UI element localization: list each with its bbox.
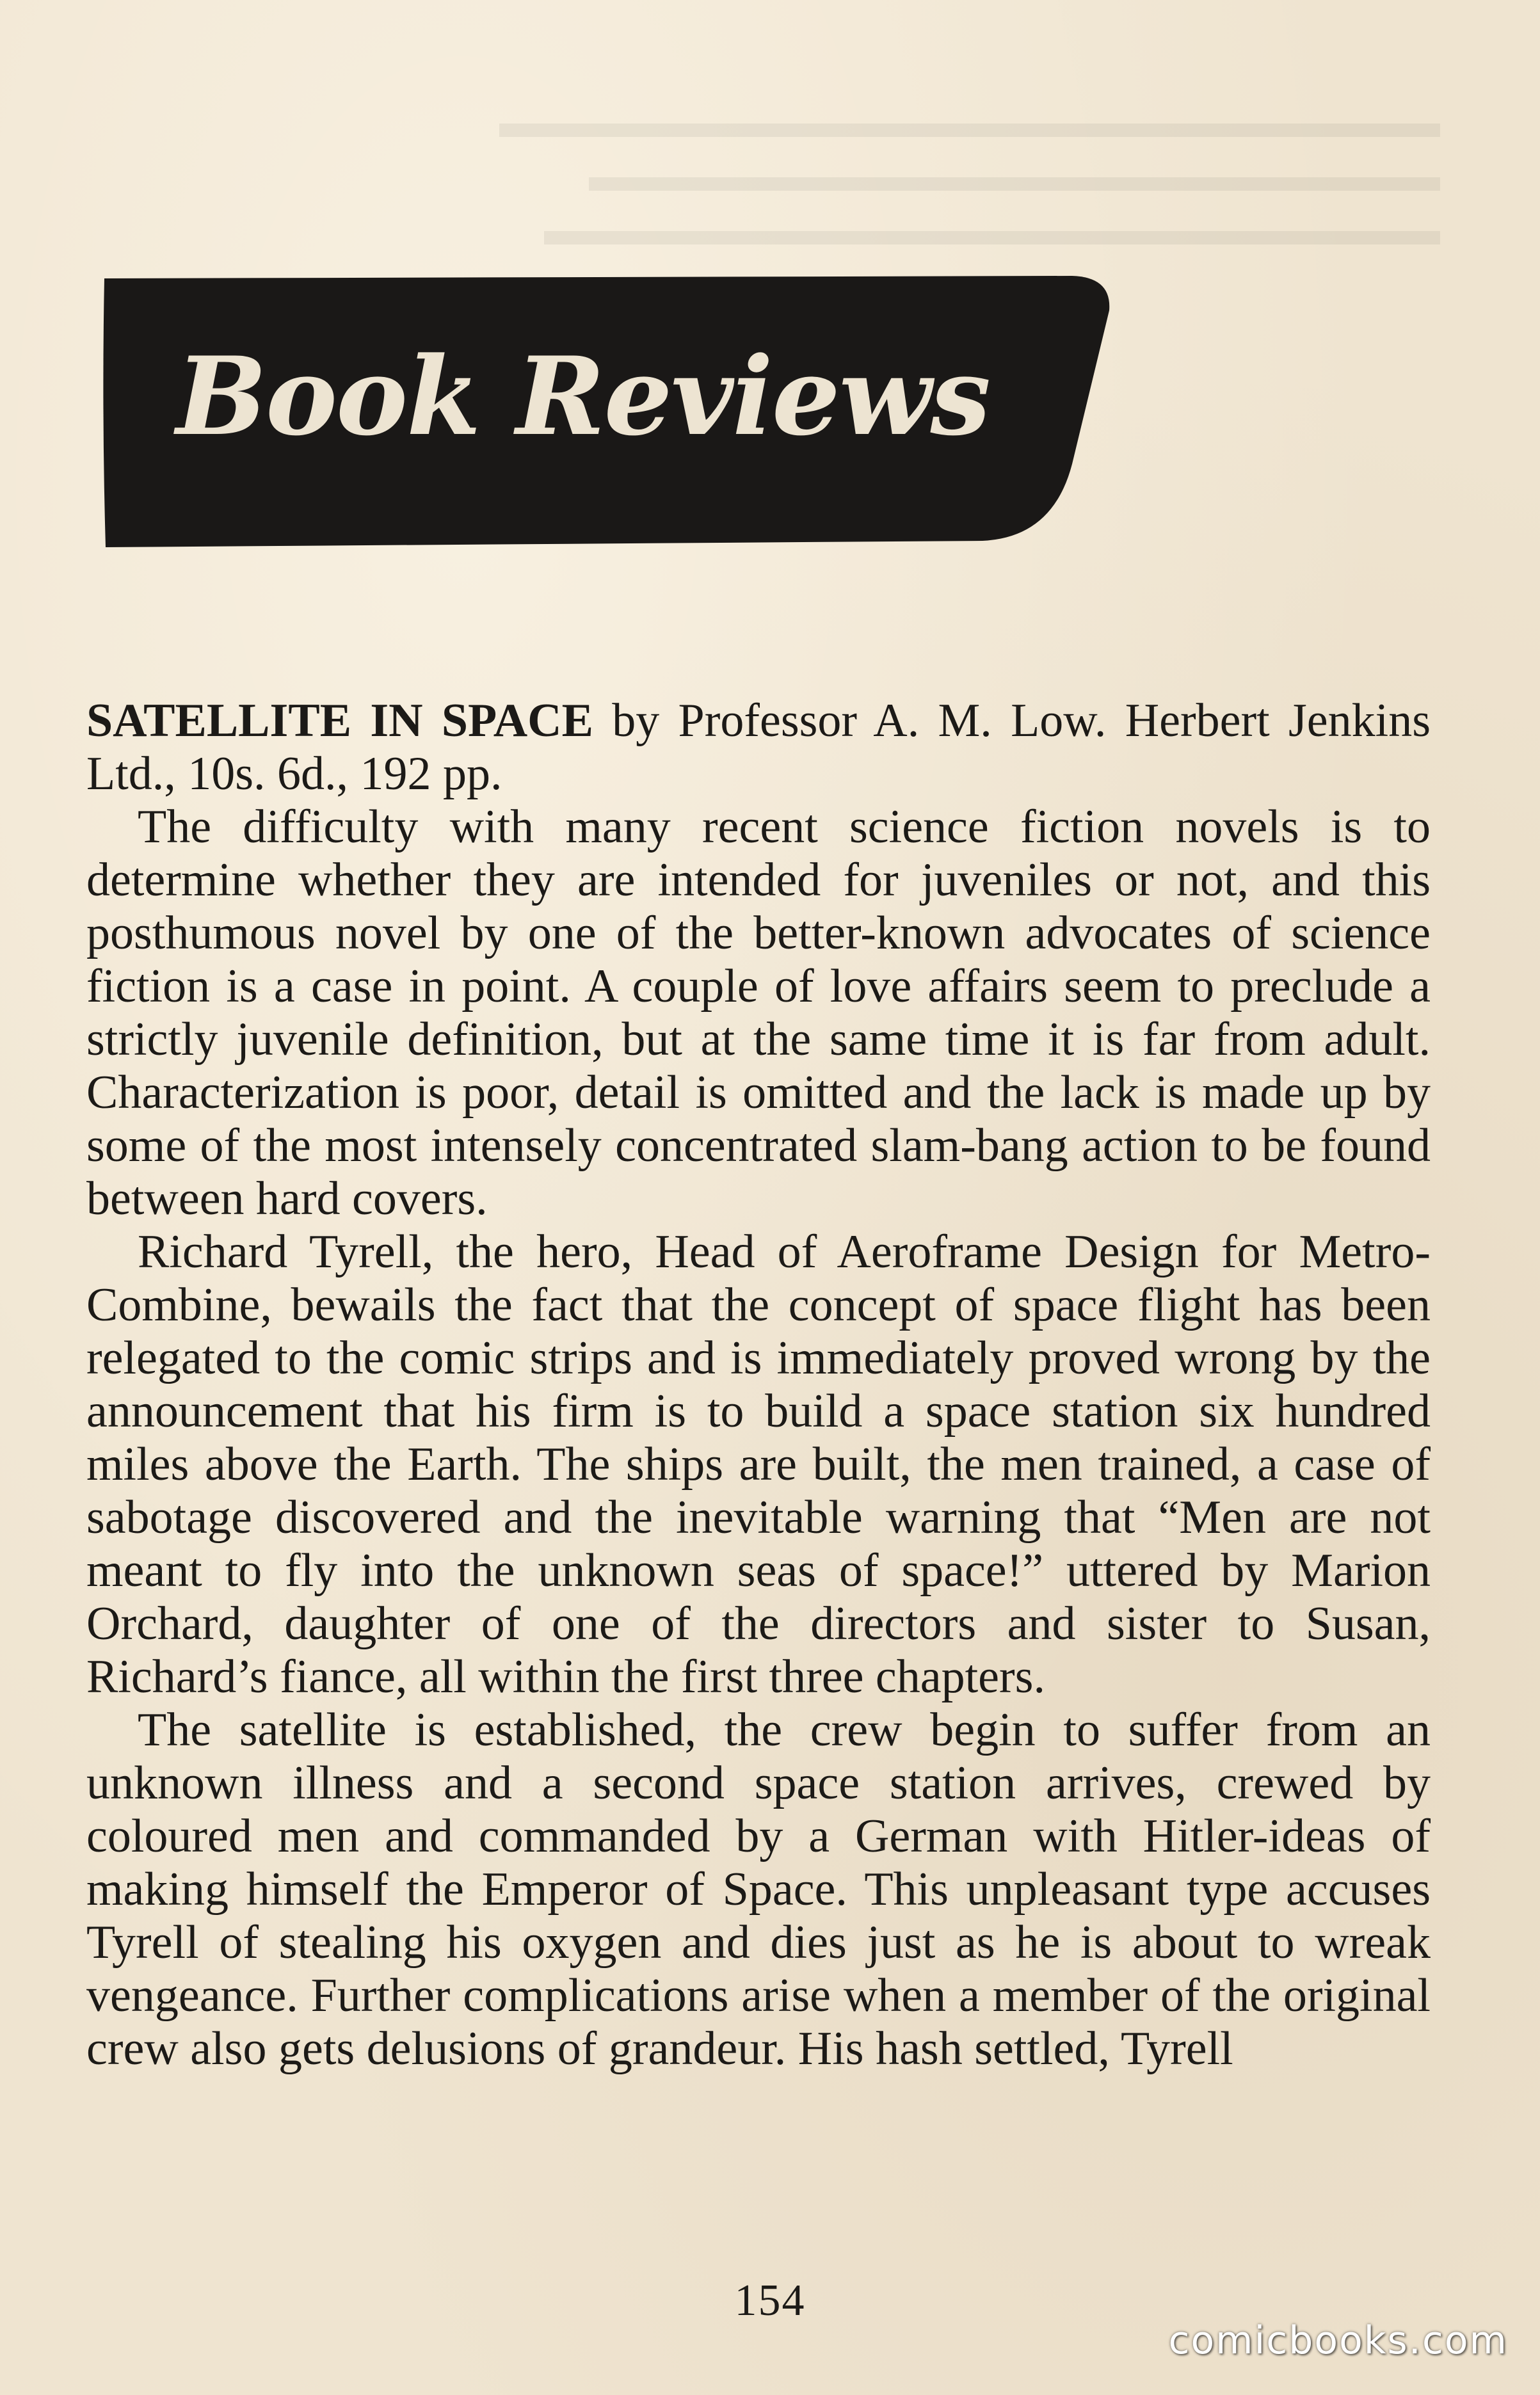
book-title: SATELLITE IN SPACE [86,694,593,747]
section-banner [99,272,1117,550]
review-heading [86,694,1431,801]
review-paragraph: The satellite is established, the crew begin to suffer from an unknown illness and a second space station arrives, crewed by coloured men and commanded by a German with Hitler-ideas of making himself the Emperor of Space. This unpleasant type accuses Tyrell of stealing his oxygen and dies just as he is about to wreak vengeance. Further complications arise when a member of the original crew also gets delusions of grandeur. His hash settled, Tyrell [86,1704,1431,2075]
book-byline: by Professor A. M. Low. Herbert Jenkins Ltd., 10s. 6d., 192 pp. [86,694,1431,800]
review-paragraph: The difficulty with many recent science fiction novels is to determine whether they are intended for juveniles or not, and this posthumous novel by one of the better-known advocates of science fiction is a case in point. A couple of love affairs seem to preclude a strictly juvenile definition, but at the same time it is far from adult. Characterization is poor, detail is omitted and the lack is made up by some of the most intensely concentrated slam-bang action to be found between hard covers. [86,801,1431,1225]
review-paragraph: Richard Tyrell, the hero, Head of Aeroframe Design for Metro-Combine, bewails the fact that the concept of space flight has been relegated to the comic strips and is immediately proved wrong by the announcement that his firm is to build a space station six hundred miles above the Earth. The ships are built, the men trained, a case of sabotage discovered and the inevitable warning that “Men are not meant to fly into the unknown seas of space!” uttered by Marion Orchard, daughter of one of the directors and sister to Susan, Richard’s fiance, all within the first three chapters. [86,1226,1431,1703]
show-through-texture: ​▬▬▬▬▬▬▬▬▬▬▬▬▬▬▬▬▬▬▬▬▬ ▬▬▬▬▬▬▬▬▬▬▬▬▬▬▬▬▬▬▬ ▬▬▬▬▬▬▬▬▬▬▬▬▬▬▬▬▬▬▬▬ [499,98,1440,255]
page-number: 154 [734,2276,806,2325]
review-article [86,694,1431,2076]
section-title: Book Reviews [176,333,990,460]
watermark: comicbooks.com [1168,2318,1508,2363]
